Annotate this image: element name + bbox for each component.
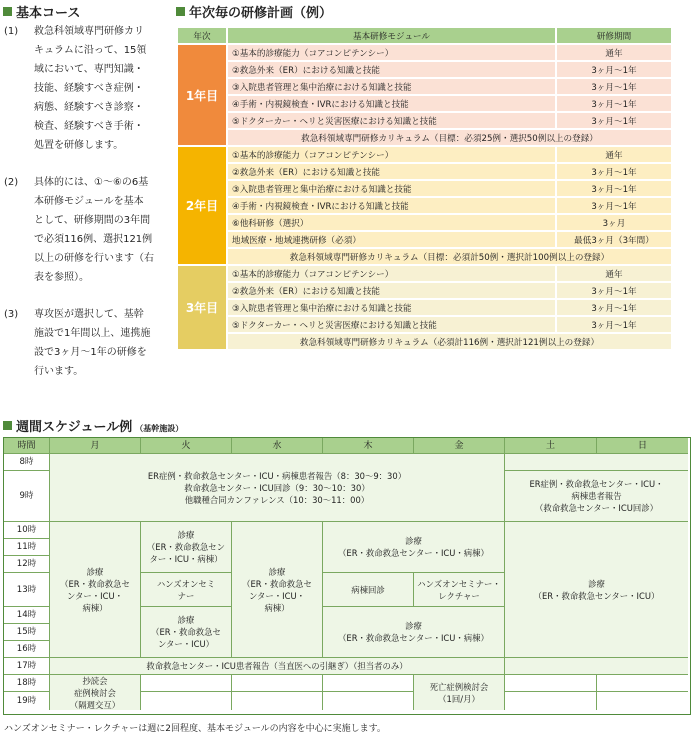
plan-module: ④手術・内視鏡検査・IVRにおける知識と技能 [228, 198, 555, 213]
footnote: ハンズオンセミナー・レクチャーは週に2回程度、基本モジュールの内容を中心に実施します。 [4, 724, 386, 734]
fri-hands-on: ハンズオンセミナー・ レクチャー [414, 573, 505, 607]
plan-row [178, 266, 671, 281]
plan-summary: 救急科領域専門研修カリキュラム（目標：必須25例・選択50例以上の登録） [228, 130, 671, 145]
plan-module: ①基本的診療能力（コアコンピテンシー） [228, 147, 555, 162]
weekly-header-sun: 日 [597, 438, 688, 454]
plan-summary: 救急科領域専門研修カリキュラム（目標：必須計50例・選択計100例以上の登録） [228, 249, 671, 264]
thu-ward-rounds: 病棟回診 [323, 573, 414, 607]
plan-period: 3ヶ月〜1年 [557, 79, 671, 94]
plan-module: ③入院患者管理と集中治療における知識と技能 [228, 79, 555, 94]
weekly-header-wed: 水 [232, 438, 323, 454]
tue-care-afternoon: 診療 （ER・救命救急セ ンター・ICU） [141, 607, 232, 658]
plan-summary: 救急科領域専門研修カリキュラム（必須計116例・選択計121例以上の登録） [228, 334, 671, 349]
header-period: 研修期間 [557, 28, 671, 43]
section-square-icon [3, 421, 12, 430]
plan-module: ③入院患者管理と集中治療における知識と技能 [228, 300, 555, 315]
weekly-header-time: 時間 [4, 438, 50, 454]
thu-fri-care-afternoon: 診療 （ER・救命救急センター・ICU・病棟） [323, 607, 505, 658]
plan-row [178, 79, 671, 94]
time-9: 9時 [4, 471, 50, 522]
weekend-17-blank [505, 658, 688, 675]
plan-module: ④手術・内視鏡検査・IVRにおける知識と技能 [228, 96, 555, 111]
plan-module: ①基本的診療能力（コアコンピテンシー） [228, 45, 555, 60]
time-19: 19時 [4, 692, 50, 710]
course-title: 基本コース [3, 2, 80, 21]
plan-period: 通年 [557, 45, 671, 60]
plan-period: 3ヶ月〜1年 [557, 62, 671, 77]
time-12: 12時 [4, 556, 50, 573]
plan-period: 3ヶ月 [557, 215, 671, 230]
plan-row [178, 147, 671, 162]
plan-row [178, 283, 671, 298]
section-square-icon [176, 7, 185, 16]
thu-fri-care-morning: 診療 （ER・救命救急センター・ICU・病棟） [323, 522, 505, 573]
plan-module: ①基本的診療能力（コアコンピテンシー） [228, 266, 555, 281]
plan-period: 3ヶ月〜1年 [557, 198, 671, 213]
annual-plan-body [178, 45, 671, 349]
sat-19-blank [505, 692, 597, 710]
plan-row [178, 164, 671, 179]
thu-19-blank [323, 692, 414, 710]
sun-19-blank [597, 692, 688, 710]
plan-period: 3ヶ月〜1年 [557, 96, 671, 111]
weekend-care: 診療 （ER・救命救急センター・ICU） [505, 522, 688, 658]
tue-care-morning: 診療 （ER・救命救急セン ター・ICU・病棟） [141, 522, 232, 573]
plan-summary-row [178, 334, 671, 349]
weekly-header-thu: 木 [323, 438, 414, 454]
course-paragraph-1: (1) 救急科領域専門研修カリ キュラムに沿って、15領 域において、専門知識・ 技能、経験すべき症例・ 病態、経験すべき診察・ 検査、経験すべき手術・ 処置を研修します。 [4, 26, 147, 151]
weekly-schedule-grid [3, 437, 691, 715]
plan-period: 最低3ヶ月（3年間） [557, 232, 671, 247]
mortality-conference: 死亡症例検討会 （1回/月） [414, 675, 505, 710]
plan-year-label: 2年目 [178, 147, 226, 264]
weekly-header-fri: 金 [414, 438, 505, 454]
course-paragraph-3: (3) 専攻医が選択して、基幹 施設で1年間以上、連携施 設で3ヶ月〜1年の研修を 行います。 [4, 309, 151, 377]
plan-module: ②救急外来（ER）における知識と技能 [228, 283, 555, 298]
time-16: 16時 [4, 641, 50, 658]
plan-period: 3ヶ月〜1年 [557, 164, 671, 179]
wed-19-blank [232, 692, 323, 710]
weekly-header-mon: 月 [50, 438, 141, 454]
plan-module: 地域医療・地域連携研修（必須） [228, 232, 555, 247]
plan-module: ②救急外来（ER）における知識と技能 [228, 62, 555, 77]
course-description [4, 22, 166, 399]
header-module: 基本研修モジュール [228, 28, 555, 43]
plan-module: ⑤ドクターカー・ヘリと災害医療における知識と技能 [228, 317, 555, 332]
plan-period: 通年 [557, 266, 671, 281]
time-14: 14時 [4, 607, 50, 624]
weekend-8-blank [505, 454, 688, 471]
time-15: 15時 [4, 624, 50, 641]
plan-row [178, 215, 671, 230]
plan-row [178, 317, 671, 332]
time-11: 11時 [4, 539, 50, 556]
header-year: 年次 [178, 28, 226, 43]
plan-period: 通年 [557, 147, 671, 162]
time-8: 8時 [4, 454, 50, 471]
plan-summary-row [178, 249, 671, 264]
plan-period: 3ヶ月〜1年 [557, 283, 671, 298]
plan-row [178, 62, 671, 77]
weekly-header-sat: 土 [505, 438, 597, 454]
sat-18-blank [505, 675, 597, 692]
wed-18-blank [232, 675, 323, 692]
tue-18-blank [141, 675, 232, 692]
tue-19-blank [141, 692, 232, 710]
plan-row [178, 198, 671, 213]
time-18: 18時 [4, 675, 50, 692]
plan-module: ⑤ドクターカー・ヘリと災害医療における知識と技能 [228, 113, 555, 128]
weekend-morning-report: ER症例・救命救急センター・ICU・ 病棟患者報告 （救命救急センター・ICU回診） [505, 471, 688, 522]
plan-period: 3ヶ月〜1年 [557, 300, 671, 315]
course-paragraph-2: (2) 具体的には、①〜⑥の6基 本研修モジュールを基本 として、研修期間の3年間 で必須116例、選択121例 以上の研修を行います（右 表を参照）。 [4, 177, 154, 283]
plan-summary-row [178, 130, 671, 145]
plan-title: 年次毎の研修計画（例） [176, 2, 332, 21]
plan-module: ⑥他科研修（選択） [228, 215, 555, 230]
sun-18-blank [597, 675, 688, 692]
plan-row [178, 181, 671, 196]
thu-18-blank [323, 675, 414, 692]
section-square-icon [3, 7, 12, 16]
evening-report: 救命救急センター・ICU患者報告（当直医への引継ぎ）（担当者のみ） [50, 658, 505, 675]
weekly-title: 週間スケジュール例 （基幹施設） [3, 416, 183, 435]
annual-plan-table [176, 26, 673, 351]
morning-conference: ER症例・救命救急センター・ICU・病棟患者報告（8：30〜9：30） 救命救急センター・ICU回診（9：30〜10：30） 他職種合同カンファレンス（10：30〜11：00） [50, 454, 505, 522]
tue-hands-on: ハンズオンセミ ナー [141, 573, 232, 607]
plan-period: 3ヶ月〜1年 [557, 317, 671, 332]
plan-period: 3ヶ月〜1年 [557, 181, 671, 196]
time-13: 13時 [4, 573, 50, 607]
plan-row [178, 300, 671, 315]
plan-module: ②救急外来（ER）における知識と技能 [228, 164, 555, 179]
mon-care: 診療 （ER・救命救急セ ンター・ICU・ 病棟） [50, 522, 141, 658]
weekly-header-tue: 火 [141, 438, 232, 454]
journal-club: 抄読会 症例検討会 （隔週交互） [50, 675, 141, 710]
plan-period: 3ヶ月〜1年 [557, 113, 671, 128]
plan-row [178, 96, 671, 111]
plan-year-label: 3年目 [178, 266, 226, 349]
time-17: 17時 [4, 658, 50, 675]
plan-year-label: 1年目 [178, 45, 226, 145]
plan-row [178, 232, 671, 247]
wed-care: 診療 （ER・救命救急セ ンター・ICU・ 病棟） [232, 522, 323, 658]
time-10: 10時 [4, 522, 50, 539]
plan-row [178, 113, 671, 128]
plan-row [178, 45, 671, 60]
plan-module: ③入院患者管理と集中治療における知識と技能 [228, 181, 555, 196]
